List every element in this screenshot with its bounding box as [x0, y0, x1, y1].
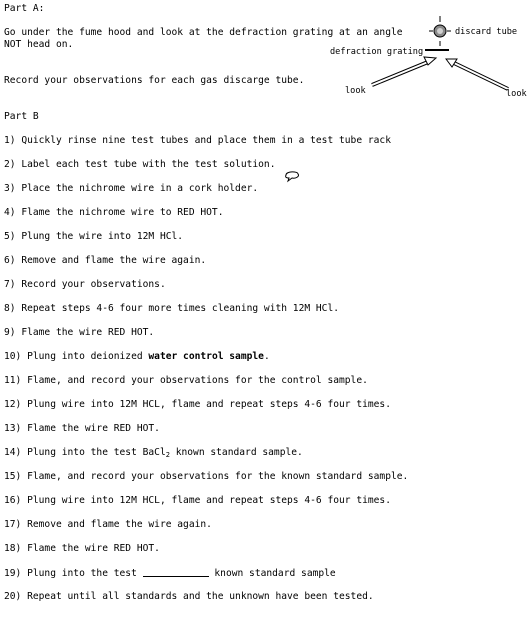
grating-diagram	[0, 0, 531, 120]
step-14-end: known standard sample.	[169, 447, 303, 458]
step-15: 15) Flame, and record your observations for the known standard sample.	[4, 471, 409, 482]
step-11: 11) Flame, and record your observations for the control sample.	[4, 375, 368, 386]
step-18: 18) Flame the wire RED HOT.	[4, 543, 160, 554]
part-b-heading: Part B	[4, 111, 39, 122]
step-14-text: 14) Plung into the test BaCl	[4, 447, 166, 458]
part-a-heading: Part A:	[4, 3, 45, 14]
step-10-end: .	[263, 351, 270, 362]
step-10-text: 10) Plung into deionized	[4, 351, 149, 362]
step-10-bold-text: water control sample	[148, 351, 264, 362]
step-2: 2) Label each test tube with the test solution.	[4, 159, 276, 170]
step-13: 13) Flame the wire RED HOT.	[4, 423, 160, 434]
step-19	[4, 568, 336, 579]
step-1: 1) Quickly rinse nine test tubes and place them in a test tube rack	[4, 135, 391, 146]
left-arrow-icon	[372, 57, 436, 85]
step-7: 7) Record your observations.	[4, 279, 166, 290]
grating-label: defraction grating	[330, 47, 424, 57]
part-a-instruction-line3: Record your observations for each gas discarge tube.	[4, 75, 305, 86]
step-14	[4, 448, 303, 459]
step-10	[4, 352, 270, 362]
discard-tube-label: discard tube	[455, 27, 518, 37]
step-19-end: known standard sample	[208, 568, 336, 579]
step-9: 9) Flame the wire RED HOT.	[4, 327, 155, 338]
step-17: 17) Remove and flame the wire again.	[4, 519, 212, 530]
part-a-instruction-line1: Go under the fume hood and look at the defraction grating at an angle	[4, 27, 403, 38]
look-left-label: look	[345, 86, 366, 96]
step-20: 20) Repeat until all standards and the unknown have been tested.	[4, 591, 374, 602]
step-6: 6) Remove and flame the wire again.	[4, 255, 207, 266]
blank-line	[143, 568, 209, 577]
step-14-subscript: 2	[165, 451, 170, 459]
grating-bar	[425, 49, 449, 51]
step-12: 12) Plung wire into 12M HCL, flame and repeat steps 4-6 four times.	[4, 399, 391, 410]
step-19-text: 19) Plung into the test	[4, 568, 143, 579]
look-right-label: look	[506, 89, 527, 99]
step-3: 3) Place the nichrome wire in a cork holder.	[4, 183, 259, 194]
grating-diagram-svg	[0, 0, 531, 120]
step-5: 5) Plung the wire into 12M HCl.	[4, 231, 184, 242]
step-4: 4) Flame the nichrome wire to RED HOT.	[4, 207, 224, 218]
speech-bubble-icon	[283, 170, 303, 184]
step-16: 16) Plung wire into 12M HCL, flame and repeat steps 4-6 four times.	[4, 495, 391, 506]
step-8: 8) Repeat steps 4-6 four more times cleaning with 12M HCl.	[4, 303, 340, 314]
part-a-instruction-line2: NOT head on.	[4, 39, 74, 50]
discard-tube-icon	[429, 16, 451, 46]
right-arrow-icon	[446, 59, 508, 89]
